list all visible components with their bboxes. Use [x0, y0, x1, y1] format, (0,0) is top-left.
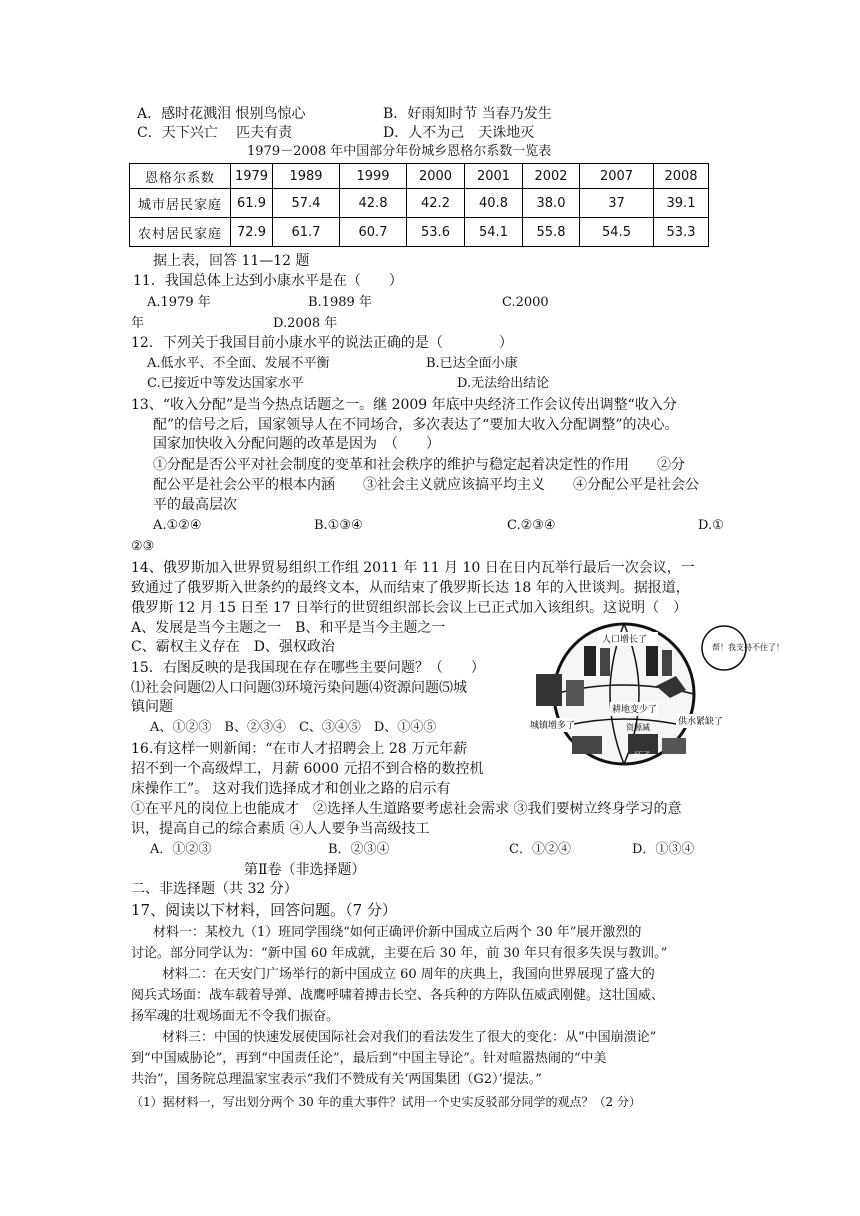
table-year: 2001	[465, 164, 523, 189]
q13-option-a: A.①②④	[153, 518, 202, 533]
table-header-label: 恩格尔系数	[130, 164, 231, 189]
q16-line: 招不到一个高级焊工，月薪 6000 元招不到合格的数控机	[131, 761, 484, 777]
table-row	[130, 189, 709, 218]
q17-material-line: 阅兵式场面：战车载着导弹、战鹰呼啸着搏击长空、各兵种的方阵队伍威武刚健。这壮国威、	[131, 988, 665, 1003]
engel-table	[129, 163, 709, 247]
q12-option-d: D.无法给出结论	[457, 376, 550, 391]
q13-line: 配公平是社会公平的根本内涵 ③社会主义就应该搞平均主义 ④分配公平是社会公	[153, 477, 699, 493]
q11-option-c-cont: 年	[131, 316, 145, 331]
q14-line: 14、俄罗斯加入世界贸易组织工作组 2011 年 11 月 10 日在日内瓦举行最后一次会议，一	[131, 560, 695, 576]
q13-option-d: D.①	[698, 518, 724, 533]
q16-line: ①在平凡的岗位上也能成才 ②选择人生道路要考虑社会需求 ③我们要树立终身学习的意	[131, 801, 682, 817]
table-cell: 54.5	[580, 218, 654, 247]
table-cell: 55.8	[523, 218, 580, 247]
q15-options: A、①②③ B、②③④ C、③④⑤ D、①④⑤	[150, 720, 437, 735]
q17-material-line: 讨论。部分同学认为：“新中国 60 年成就，主要在后 30 年，前 30 年只有很多失误与教训。”	[131, 946, 668, 961]
q15-line: 镇问题	[131, 699, 173, 715]
q16-option-b: B．②③④	[328, 842, 390, 857]
building-icon	[536, 674, 562, 706]
q15-line: ⑴社会问题⑵人口问题⑶环境污染问题⑷资源问题⑸城	[131, 680, 467, 696]
q17-subquestion-1: （1）据材料一，写出划分两个 30 年的重大事件？试用一个史实反驳部分同学的观点？（2 分）	[131, 1095, 641, 1109]
option-a: A．感时花溅泪 恨别鸟惊心	[137, 106, 306, 122]
q12-option-b: B.已达全面小康	[426, 356, 518, 371]
table-header-row	[130, 164, 709, 189]
table-cell: 57.4	[273, 189, 340, 218]
q16-option-d: D．①③④	[632, 842, 695, 857]
table-cell: 53.3	[654, 218, 709, 247]
q13-line: 配”的信号之后，国家领导人在不同场合，多次表达了“要加大收入分配调整”的决心。	[153, 417, 679, 433]
table-year: 1999	[340, 164, 407, 189]
table-cell: 42.2	[407, 189, 465, 218]
cartoon-label-env: 坏了	[634, 751, 650, 760]
table-cell: 39.1	[654, 189, 709, 218]
q17-material-line: 到“中国威胁论”，再到“中国责任论”，最后到“中国主导论”。针对喧嚣热闹的“中美	[131, 1051, 607, 1066]
table-year: 1979	[231, 164, 273, 189]
table-row-label: 城市居民家庭	[130, 189, 231, 218]
q16-line: 识，提高自己的综合素质 ④人人要争当高级技工	[131, 821, 430, 837]
table-year: 2007	[580, 164, 654, 189]
option-c: C．天下兴亡 匹夫有责	[137, 125, 293, 141]
q14-line: 俄罗斯 12 月 15 日至 17 日举行的世贸组织部长会议上已正式加入该组织。这说明（ ）	[131, 600, 688, 616]
q17-material-line: 共治”，国务院总理温家宝表示“我们不赞成有关‘两国集团（G2）’提法。”	[131, 1072, 542, 1087]
option-d: D．人不为己 天诛地灭	[383, 125, 535, 141]
table-row	[130, 218, 709, 247]
q11-option-a: A.1979 年	[147, 295, 211, 310]
q16-option-a: A．①②③	[150, 842, 212, 857]
q13-line: 13、“收入分配”是当今热点话题之一。继 2009 年底中央经济工作会议传出调整“收入分	[131, 397, 677, 413]
table-cell: 61.9	[231, 189, 273, 218]
table-cell: 72.9	[231, 218, 273, 247]
cartoon-label-speech: 帮！我支持不住了！	[712, 643, 784, 652]
option-b: B．好雨知时节 当春乃发生	[383, 106, 552, 122]
table-cell: 37	[580, 189, 654, 218]
cartoon-label-city: 城镇增多了	[530, 721, 576, 731]
table-year: 2008	[654, 164, 709, 189]
q11-option-d: D.2008 年	[273, 316, 338, 331]
q16-line: 16.有这样一则新闻：“在市人才招聘会上 28 万元年薪	[131, 741, 468, 757]
q11-stem: 11．我国总体上达到小康水平是在（ ）	[133, 273, 403, 289]
table-cell: 61.7	[273, 218, 340, 247]
table-title: 1979－2008 年中国部分年份城乡恩格尔系数一览表	[247, 144, 552, 159]
q16-line: 床操作工”。 这对我们选择成才和创业之路的启示有	[131, 781, 451, 797]
q13-option-c: C.②③④	[507, 518, 556, 533]
q13-line: 平的最高层次	[153, 497, 237, 513]
q12-stem: 12．下列关于我国目前小康水平的说法正确的是（ ）	[131, 335, 513, 351]
q17-material-line: 材料一：某校九（1）班同学围绕“如何正确评价新中国成立后两个 30 年”展开激烈的	[153, 925, 642, 940]
q13-option-b: B.①③④	[314, 518, 363, 533]
q17-material-line: 材料二：在天安门广场举行的新中国成立 60 周年的庆典上，我国向世界展现了盛大的	[162, 967, 655, 982]
q15-line: 15．右图反映的是我国现在存在哪些主要问题？（ ）	[131, 660, 485, 676]
section-heading: 二、非选择题（共 32 分）	[131, 881, 298, 897]
q13-option-d-cont: ②③	[131, 539, 155, 554]
q11-option-b: B.1989 年	[308, 295, 372, 310]
globe-cartoon	[506, 616, 784, 764]
q14-options-ab: A、发展是当今主题之一 B、和平是当今主题之一	[131, 620, 446, 636]
q12-option-c: C.已接近中等发达国家水平	[147, 376, 304, 391]
q14-line: 致通过了俄罗斯入世条约的最终文本，从而结束了俄罗斯长达 18 年的入世谈判。据报道，	[131, 580, 690, 596]
q12-option-a: A.低水平、不全面、发展不平衡	[147, 356, 330, 371]
table-note: 据上表，回答 11—12 题	[153, 253, 310, 269]
cartoon-label-population: 人口增长了	[602, 635, 648, 645]
table-year: 2000	[407, 164, 465, 189]
table-cell: 38.0	[523, 189, 580, 218]
table-year: 2002	[523, 164, 580, 189]
q17-title: 17、阅读以下材料，回答问题。（7 分）	[131, 901, 397, 919]
q13-line: 国家加快收入分配问题的改革是因为 （ ）	[153, 436, 440, 452]
q11-option-c: C.2000	[502, 295, 549, 310]
table-cell: 42.8	[340, 189, 407, 218]
volume-title: 第Ⅱ卷（非选择题）	[244, 862, 366, 878]
q17-material-line: 扬军魂的壮观场面无不令我们振奋。	[131, 1009, 340, 1024]
q13-line: ①分配是否公平对社会制度的变革和社会秩序的维护与稳定起着决定性的作用 ②分	[153, 457, 685, 473]
table-cell: 53.6	[407, 218, 465, 247]
table-row-label: 农村居民家庭	[130, 218, 231, 247]
q16-option-c: C．①②④	[509, 842, 571, 857]
table-cell: 40.8	[465, 189, 523, 218]
cartoon-label-water: 供水紧缺了	[678, 717, 724, 727]
cartoon-label-resources: 资源减	[626, 723, 650, 732]
crowd-figure	[584, 646, 596, 676]
cartoon-label-land: 耕地变少了	[612, 705, 658, 715]
table-cell: 60.7	[340, 218, 407, 247]
q14-options-cd: C、霸权主义存在 D、强权政治	[131, 639, 335, 655]
table-cell: 54.1	[465, 218, 523, 247]
q17-material-line: 材料三：中国的快速发展使国际社会对我们的看法发生了很大的变化：从“中国崩溃论”	[162, 1030, 657, 1045]
table-year: 1989	[273, 164, 340, 189]
